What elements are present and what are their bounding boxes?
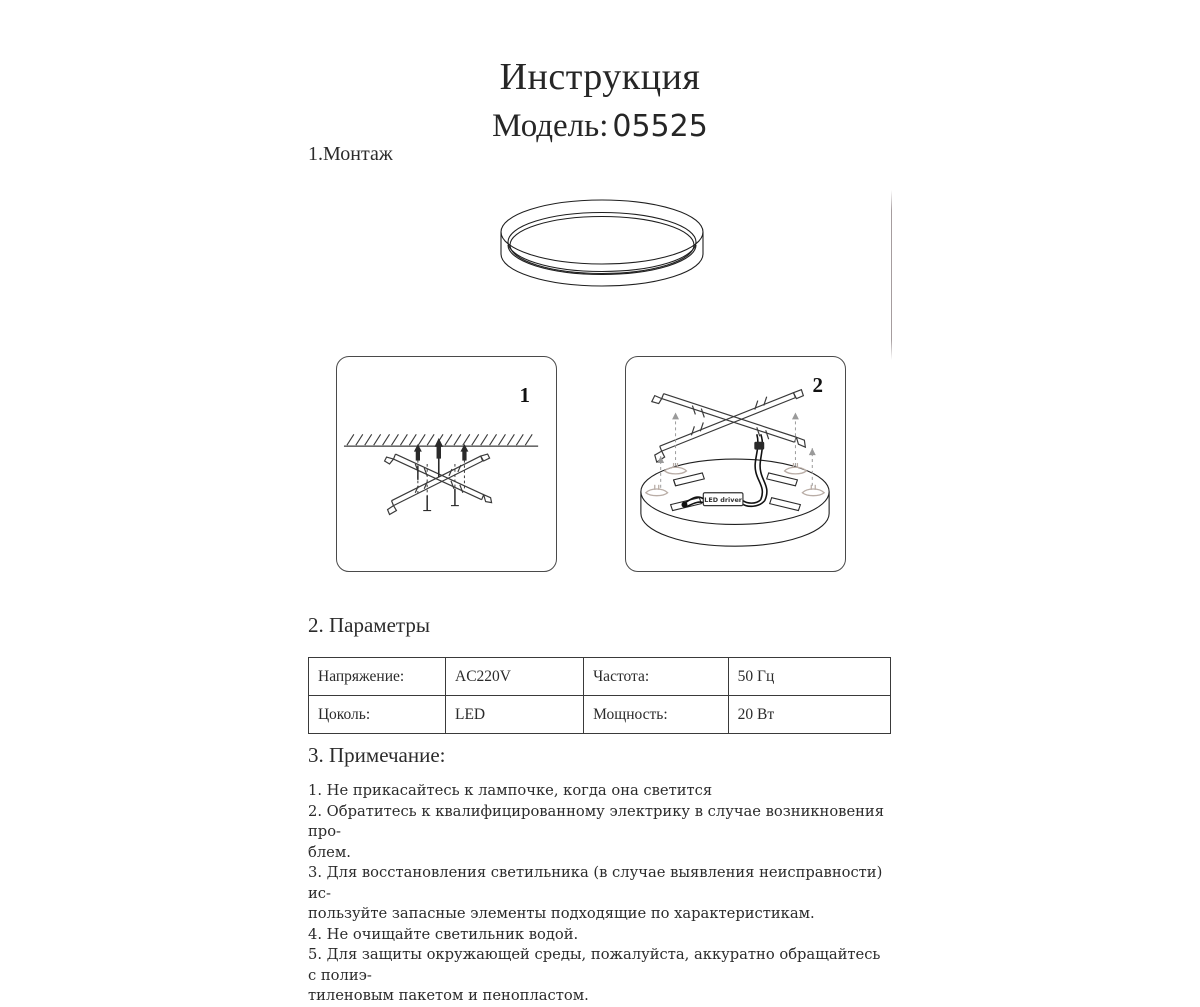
page-title: Инструкция (499, 56, 701, 98)
figure-step-2 (625, 356, 846, 572)
note-line: блем. (308, 843, 351, 861)
param-label-voltage: Напряжение: (309, 658, 446, 696)
section-heading-notes: 3. Примечание: (308, 743, 446, 767)
param-value-power: 20 Вт (728, 696, 890, 734)
scan-artifact-line (891, 190, 892, 360)
model-label: Модель: (492, 108, 609, 144)
note-line: 4. Не очищайте светильник водой. (308, 925, 579, 943)
param-value-frequency: 50 Гц (728, 658, 890, 696)
figure-step-1 (336, 356, 557, 572)
step-1-illustration (337, 357, 556, 571)
lamp-overview-figure (495, 192, 710, 317)
figure-step-2-number: 2 (812, 373, 823, 397)
model-number: 05525 (612, 109, 708, 144)
param-label-power: Мощность: (584, 696, 729, 734)
note-line: 2. Обратитесь к квалифицированному электрику в случае возникновения про- (308, 802, 884, 840)
section-heading-parameters: 2. Параметры (308, 613, 430, 637)
param-label-socket: Цоколь: (309, 696, 446, 734)
notes-list (308, 781, 893, 1007)
note-line: 3. Для восстановления светильника (в случае выявления неисправности) ис- (308, 864, 883, 902)
param-value-voltage: AC220V (446, 658, 584, 696)
parameters-table (308, 657, 891, 734)
note-line: пользуйте запасные элементы подходящие по характеристикам. (308, 905, 815, 922)
section-heading-mounting: 1.Монтаж (308, 143, 393, 165)
led-driver-label: LED driver (704, 496, 742, 505)
param-value-socket: LED (446, 696, 584, 734)
param-label-frequency: Частота: (584, 658, 729, 696)
note-line: 5. Для защиты окружающей среды, пожалуйста, аккуратно обращайтесь с полиэ- (308, 946, 881, 984)
table-row (309, 696, 891, 734)
note-line: тиленовым пакетом и пенопластом. (308, 987, 589, 1004)
figure-step-1-number: 1 (519, 383, 530, 407)
note-line: 1. Не прикасайтесь к лампочке, когда она светится (308, 782, 713, 799)
step-2-illustration (626, 357, 845, 571)
table-row (309, 658, 891, 696)
model-line (0, 108, 1200, 145)
